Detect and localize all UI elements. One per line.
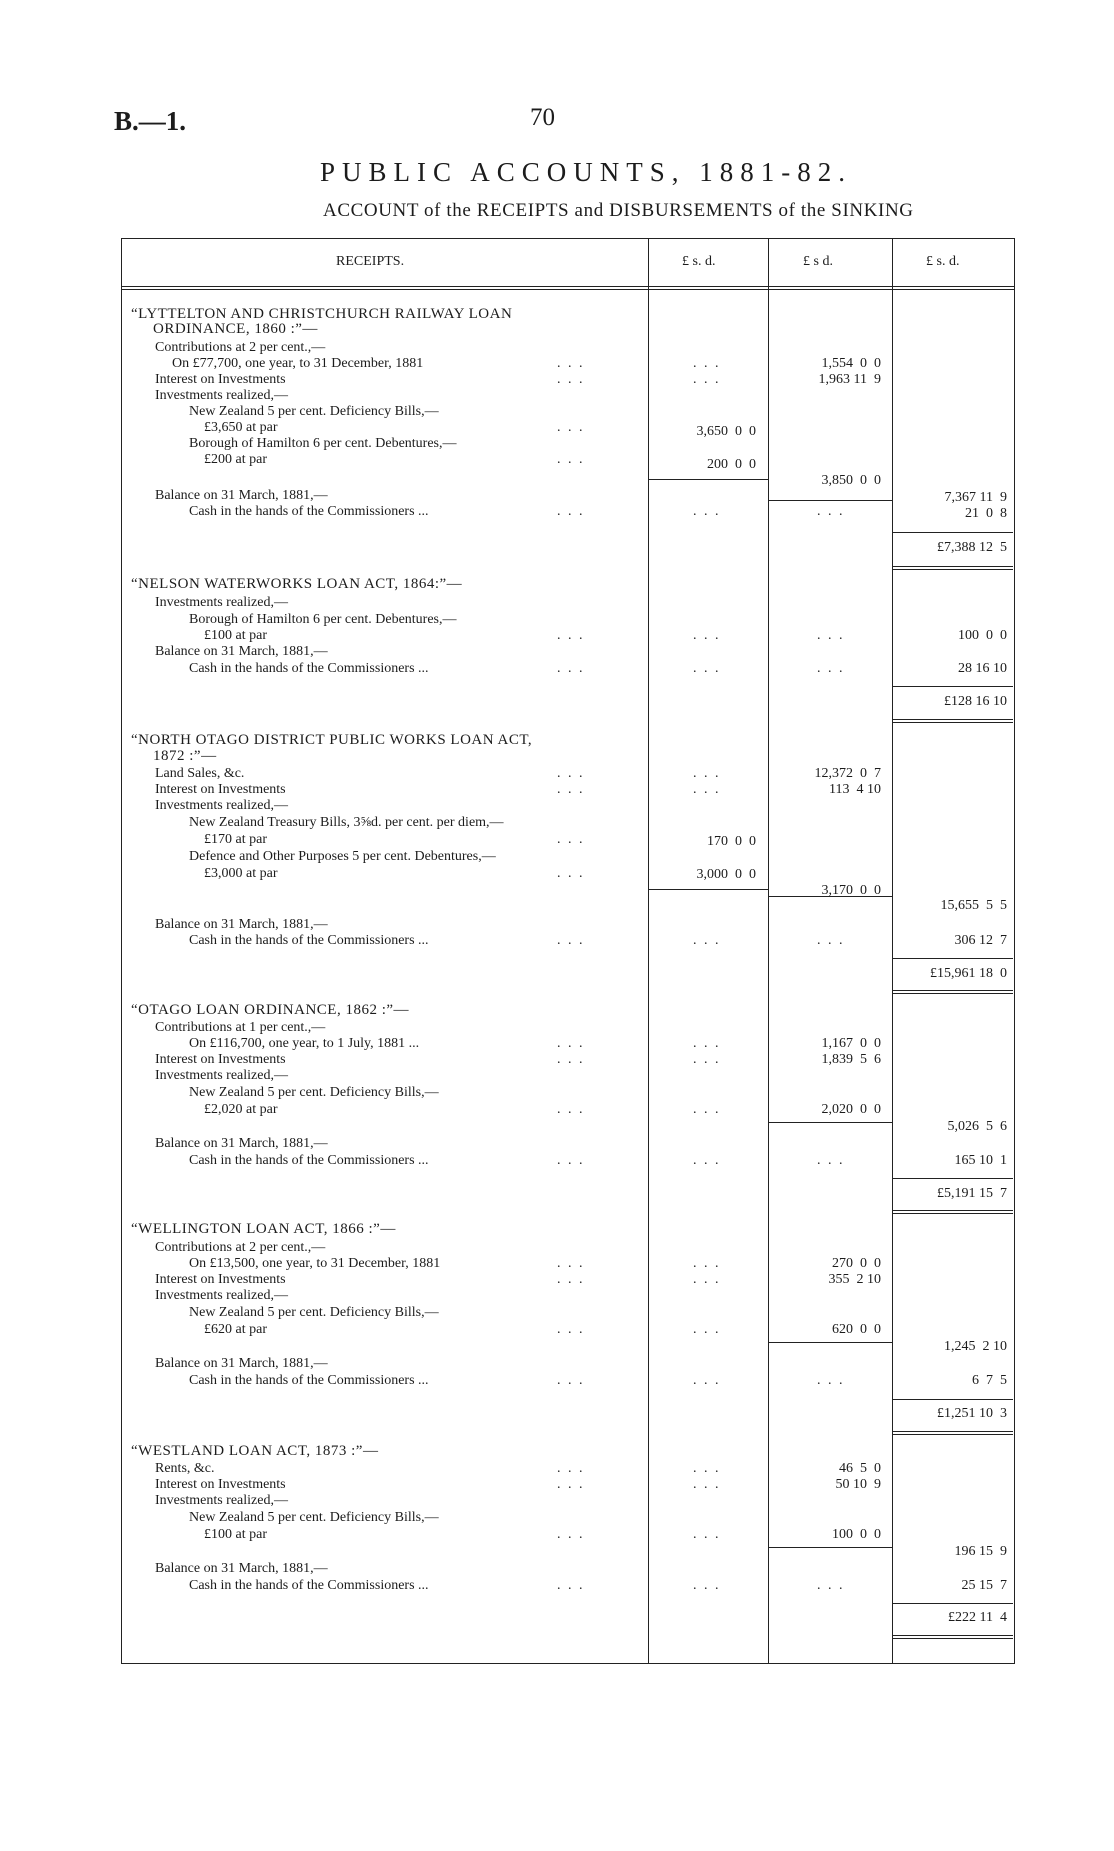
- leader-dots: . . .: [693, 356, 721, 371]
- leader-dots: . . .: [693, 782, 721, 797]
- amount: 100 0 0: [958, 628, 1007, 643]
- leader-dots: . . .: [557, 1461, 585, 1476]
- leader-dots: . . .: [557, 628, 585, 643]
- sum-rule: [768, 896, 892, 897]
- column-divider: [648, 238, 649, 1664]
- leader-dots: . . .: [557, 1578, 585, 1593]
- amount: 100 0 0: [832, 1527, 881, 1542]
- line-item: Interest on Investments: [155, 782, 286, 797]
- line-item: Interest on Investments: [155, 372, 286, 387]
- line-item: Investments realized,—: [155, 798, 288, 813]
- amount: 306 12 7: [954, 933, 1007, 948]
- leader-dots: . . .: [557, 1272, 585, 1287]
- section-title: “WESTLAND LOAN ACT, 1873 :”—: [131, 1443, 379, 1459]
- line-item: Contributions at 2 per cent.,—: [155, 340, 326, 355]
- line-item: Investments realized,—: [155, 1493, 288, 1508]
- total-rule: [892, 1399, 1013, 1400]
- amount: 1,554 0 0: [821, 356, 881, 371]
- total-rule: [892, 1603, 1013, 1604]
- leader-dots: . . .: [557, 782, 585, 797]
- page-subtitle: ACCOUNT of the RECEIPTS and DISBURSEMENTS of the SINKING: [323, 200, 914, 221]
- sum-rule: [768, 500, 892, 501]
- line-item: Balance on 31 March, 1881,—: [155, 917, 328, 932]
- leader-dots: . . .: [817, 661, 845, 676]
- money-col-1-heading: £ s. d.: [682, 254, 716, 269]
- section-total: £5,191 15 7: [937, 1186, 1007, 1201]
- amount: 21 0 8: [965, 506, 1007, 521]
- sum-rule: [648, 479, 768, 480]
- line-item: £200 at par: [204, 452, 267, 467]
- line-item: £170 at par: [204, 832, 267, 847]
- sum-rule: [768, 1547, 892, 1548]
- leader-dots: . . .: [557, 1256, 585, 1271]
- column-divider: [768, 238, 769, 1664]
- line-item: Investments realized,—: [155, 1288, 288, 1303]
- line-item: New Zealand 5 per cent. Deficiency Bills,—: [189, 1510, 439, 1525]
- section-title: “NELSON WATERWORKS LOAN ACT, 1864:”—: [131, 576, 463, 592]
- line-item: On £77,700, one year, to 31 December, 1881: [172, 356, 424, 371]
- line-item: Interest on Investments: [155, 1272, 286, 1287]
- line-item: £100 at par: [204, 628, 267, 643]
- line-item: £620 at par: [204, 1322, 267, 1337]
- line-item: Cash in the hands of the Commissioners ...: [189, 933, 429, 948]
- amount: 3,170 0 0: [821, 883, 881, 898]
- leader-dots: . . .: [693, 766, 721, 781]
- leader-dots: . . .: [693, 1102, 721, 1117]
- total-rule: [892, 566, 1013, 567]
- page-number: 70: [530, 104, 555, 131]
- leader-dots: . . .: [693, 1373, 721, 1388]
- amount: 200 0 0: [707, 457, 756, 472]
- section-title: “WELLINGTON LOAN ACT, 1866 :”—: [131, 1221, 396, 1237]
- leader-dots: . . .: [557, 1153, 585, 1168]
- sum-rule: [768, 1342, 892, 1343]
- total-rule: [892, 1213, 1013, 1214]
- section-total: £222 11 4: [948, 1610, 1007, 1625]
- leader-dots: . . .: [693, 1477, 721, 1492]
- line-item: Investments realized,—: [155, 388, 288, 403]
- page-title: PUBLIC ACCOUNTS, 1881-82.: [320, 157, 853, 187]
- amount: 12,372 0 7: [814, 766, 881, 781]
- section-title-cont: 1872 :”—: [153, 748, 217, 764]
- line-item: Balance on 31 March, 1881,—: [155, 488, 328, 503]
- leader-dots: . . .: [817, 628, 845, 643]
- leader-dots: . . .: [693, 1256, 721, 1271]
- money-col-3-heading: £ s. d.: [926, 254, 960, 269]
- leader-dots: . . .: [557, 1527, 585, 1542]
- leader-dots: . . .: [557, 866, 585, 881]
- amount: 113 4 10: [829, 782, 881, 797]
- line-item: Borough of Hamilton 6 per cent. Debentures,—: [189, 612, 457, 627]
- amount: 620 0 0: [832, 1322, 881, 1337]
- section-title: “NORTH OTAGO DISTRICT PUBLIC WORKS LOAN ACT,: [131, 732, 533, 748]
- line-item: Cash in the hands of the Commissioners ...: [189, 1578, 429, 1593]
- line-item: £2,020 at par: [204, 1102, 278, 1117]
- line-item: Defence and Other Purposes 5 per cent. Debentures,—: [189, 849, 496, 864]
- leader-dots: . . .: [693, 661, 721, 676]
- amount: 28 16 10: [958, 661, 1007, 676]
- leader-dots: . . .: [693, 1272, 721, 1287]
- line-item: Contributions at 2 per cent.,—: [155, 1240, 326, 1255]
- leader-dots: . . .: [557, 661, 585, 676]
- line-item: £3,000 at par: [204, 866, 278, 881]
- leader-dots: . . .: [817, 1153, 845, 1168]
- total-rule: [892, 719, 1013, 720]
- amount: 50 10 9: [835, 1477, 881, 1492]
- line-item: Land Sales, &c.: [155, 766, 245, 781]
- total-rule: [892, 1178, 1013, 1179]
- leader-dots: . . .: [693, 504, 721, 519]
- leader-dots: . . .: [557, 1036, 585, 1051]
- leader-dots: . . .: [817, 504, 845, 519]
- header-rule: [121, 289, 1014, 290]
- leader-dots: . . .: [557, 1052, 585, 1067]
- amount: 355 2 10: [828, 1272, 881, 1287]
- line-item: Rents, &c.: [155, 1461, 215, 1476]
- leader-dots: . . .: [817, 1578, 845, 1593]
- line-item: On £116,700, one year, to 1 July, 1881 ...: [189, 1036, 420, 1051]
- leader-dots: . . .: [557, 933, 585, 948]
- amount: 5,026 5 6: [947, 1119, 1007, 1134]
- amount: 1,963 11 9: [818, 372, 881, 387]
- amount: 15,655 5 5: [940, 898, 1007, 913]
- section-total: £1,251 10 3: [937, 1406, 1007, 1421]
- leader-dots: . . .: [693, 1578, 721, 1593]
- leader-dots: . . .: [557, 1322, 585, 1337]
- leader-dots: . . .: [557, 356, 585, 371]
- leader-dots: . . .: [557, 832, 585, 847]
- line-item: Cash in the hands of the Commissioners ...: [189, 1153, 429, 1168]
- total-rule: [892, 1635, 1013, 1636]
- money-col-2-heading: £ s d.: [803, 254, 833, 269]
- amount: 6 7 5: [972, 1373, 1007, 1388]
- leader-dots: . . .: [817, 1373, 845, 1388]
- amount: 170 0 0: [707, 834, 756, 849]
- line-item: £100 at par: [204, 1527, 267, 1542]
- total-rule: [892, 686, 1013, 687]
- leader-dots: . . .: [693, 933, 721, 948]
- total-rule: [892, 722, 1013, 723]
- amount: 3,850 0 0: [821, 473, 881, 488]
- amount: 2,020 0 0: [821, 1102, 881, 1117]
- line-item: New Zealand 5 per cent. Deficiency Bills,—: [189, 404, 439, 419]
- line-item: Cash in the hands of the Commissioners ...: [189, 1373, 429, 1388]
- leader-dots: . . .: [693, 1052, 721, 1067]
- total-rule: [892, 1431, 1013, 1432]
- sum-rule: [768, 1122, 892, 1123]
- leader-dots: . . .: [693, 1461, 721, 1476]
- amount: 165 10 1: [954, 1153, 1007, 1168]
- sum-rule: [648, 889, 768, 890]
- line-item: On £13,500, one year, to 31 December, 1881: [189, 1256, 441, 1271]
- line-item: Borough of Hamilton 6 per cent. Debentures,—: [189, 436, 457, 451]
- column-divider: [892, 238, 893, 1664]
- line-item: £3,650 at par: [204, 420, 278, 435]
- total-rule: [892, 958, 1013, 959]
- leader-dots: . . .: [693, 1527, 721, 1542]
- total-rule: [892, 1638, 1013, 1639]
- line-item: Interest on Investments: [155, 1477, 286, 1492]
- total-rule: [892, 532, 1013, 533]
- receipts-heading: RECEIPTS.: [336, 254, 405, 269]
- line-item: Balance on 31 March, 1881,—: [155, 1356, 328, 1371]
- header-rule: [121, 286, 1014, 287]
- amount: 3,000 0 0: [696, 867, 756, 882]
- line-item: New Zealand Treasury Bills, 3⅝d. per cent. per diem,—: [189, 815, 504, 830]
- section-total: £7,388 12 5: [937, 540, 1007, 555]
- total-rule: [892, 990, 1013, 991]
- line-item: Balance on 31 March, 1881,—: [155, 1136, 328, 1151]
- leader-dots: . . .: [693, 1153, 721, 1168]
- section-title-cont: ORDINANCE, 1860 :”—: [153, 321, 318, 337]
- leader-dots: . . .: [557, 504, 585, 519]
- line-item: Contributions at 1 per cent.,—: [155, 1020, 326, 1035]
- amount: 196 15 9: [954, 1544, 1007, 1559]
- amount: 1,167 0 0: [821, 1036, 881, 1051]
- line-item: Investments realized,—: [155, 1068, 288, 1083]
- line-item: Cash in the hands of the Commissioners ...: [189, 661, 429, 676]
- line-item: Interest on Investments: [155, 1052, 286, 1067]
- line-item: Balance on 31 March, 1881,—: [155, 644, 328, 659]
- total-rule: [892, 1210, 1013, 1211]
- leader-dots: . . .: [557, 1102, 585, 1117]
- amount: 270 0 0: [832, 1256, 881, 1271]
- leader-dots: . . .: [557, 420, 585, 435]
- section-total: £15,961 18 0: [930, 966, 1007, 981]
- section-total: £128 16 10: [944, 694, 1007, 709]
- line-item: New Zealand 5 per cent. Deficiency Bills,—: [189, 1305, 439, 1320]
- amount: 46 5 0: [839, 1461, 881, 1476]
- leader-dots: . . .: [693, 628, 721, 643]
- leader-dots: . . .: [557, 766, 585, 781]
- leader-dots: . . .: [557, 452, 585, 467]
- line-item: New Zealand 5 per cent. Deficiency Bills,—: [189, 1085, 439, 1100]
- section-title: “OTAGO LOAN ORDINANCE, 1862 :”—: [131, 1002, 410, 1018]
- total-rule: [892, 1434, 1013, 1435]
- total-rule: [892, 993, 1013, 994]
- leader-dots: . . .: [817, 933, 845, 948]
- leader-dots: . . .: [693, 372, 721, 387]
- amount: 1,839 5 6: [821, 1052, 881, 1067]
- leader-dots: . . .: [557, 372, 585, 387]
- amount: 25 15 7: [961, 1578, 1007, 1593]
- total-rule: [892, 569, 1013, 570]
- line-item: Investments realized,—: [155, 595, 288, 610]
- leader-dots: . . .: [557, 1477, 585, 1492]
- line-item: Balance on 31 March, 1881,—: [155, 1561, 328, 1576]
- amount: 7,367 11 9: [944, 490, 1007, 505]
- leader-dots: . . .: [557, 1373, 585, 1388]
- amount: 1,245 2 10: [944, 1339, 1007, 1354]
- document-code: B.—1.: [114, 106, 187, 136]
- amount: 3,650 0 0: [696, 424, 756, 439]
- line-item: Cash in the hands of the Commissioners ...: [189, 504, 429, 519]
- leader-dots: . . .: [693, 1036, 721, 1051]
- section-title: “LYTTELTON AND CHRISTCHURCH RAILWAY LOAN: [131, 306, 513, 322]
- leader-dots: . . .: [693, 1322, 721, 1337]
